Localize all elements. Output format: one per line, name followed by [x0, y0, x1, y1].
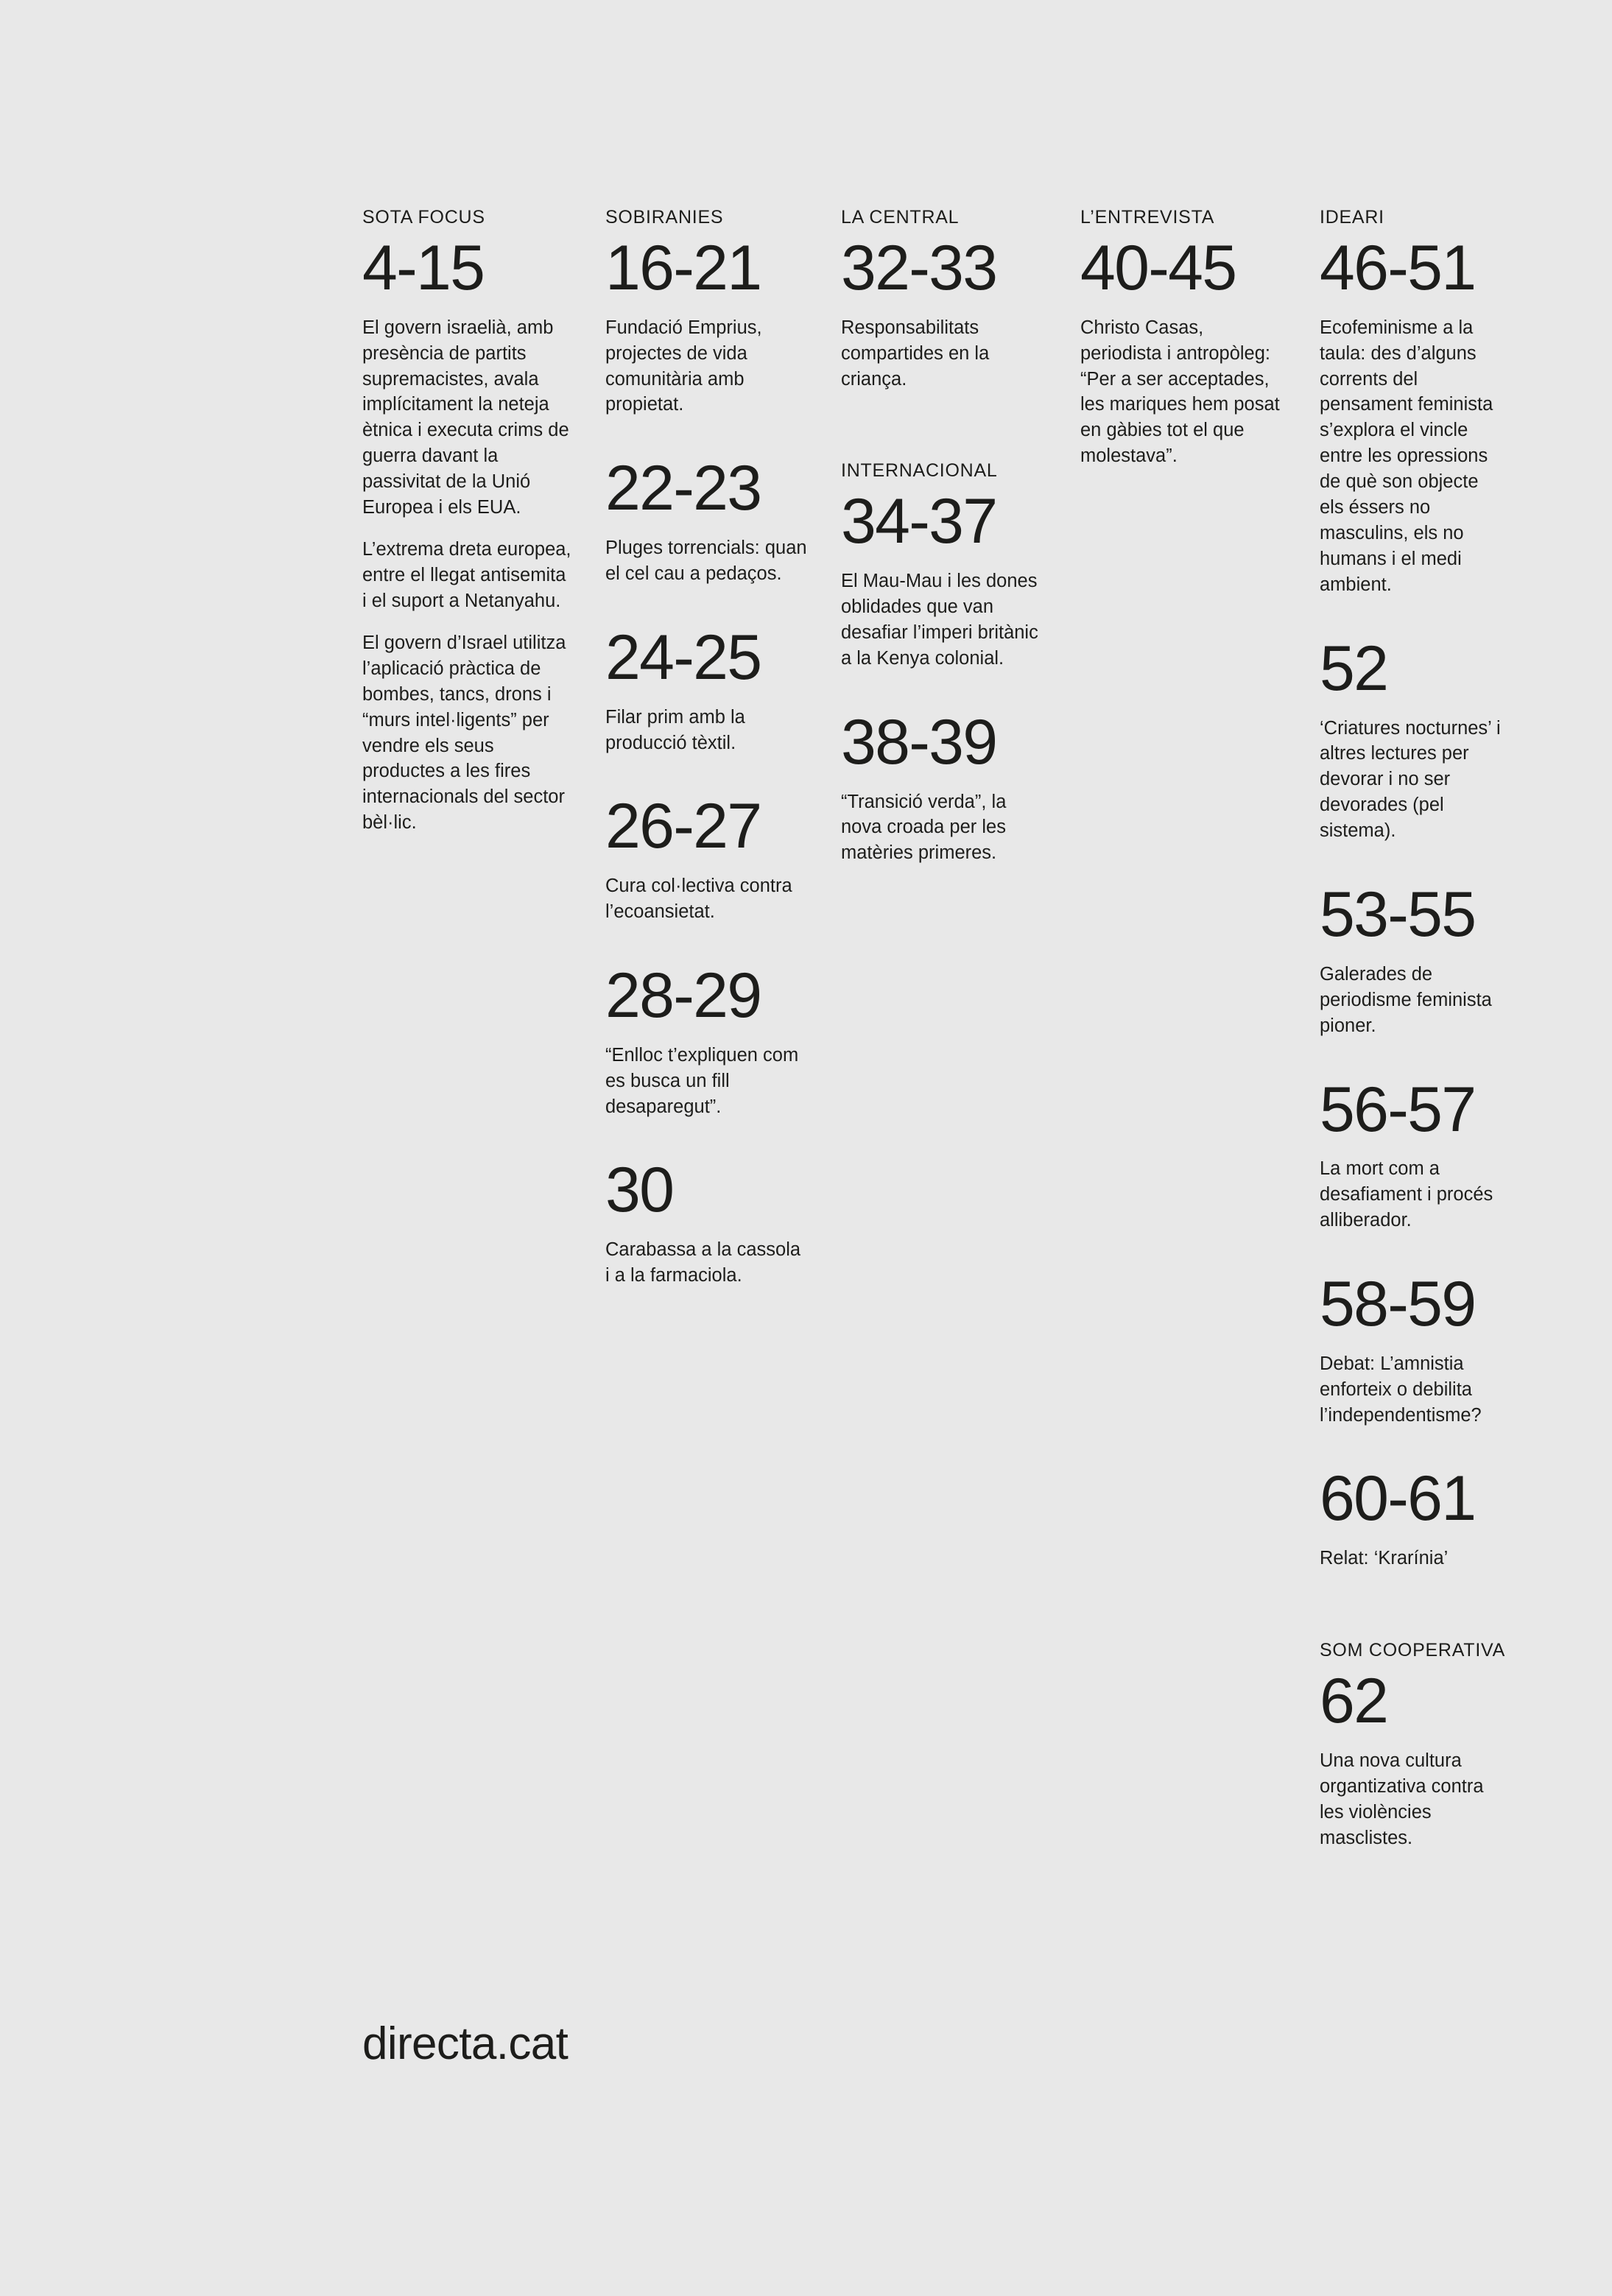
page-range: 24-25	[605, 621, 761, 693]
column-sota-focus	[362, 206, 605, 836]
page-range: 46-51	[1320, 233, 1476, 303]
section-label: IDEARI	[1320, 207, 1384, 228]
entry-description: Cura col·lectiva contra l’ecoansietat.	[605, 876, 792, 923]
page-range: 38-39	[841, 706, 997, 778]
index-entry	[1080, 233, 1286, 469]
section-label: L’ENTREVISTA	[1080, 207, 1215, 228]
index-entry	[1320, 1666, 1507, 1850]
page-range: 58-59	[1320, 1269, 1476, 1340]
entry-description: Relat: ‘Krarínia’	[1320, 1548, 1449, 1569]
section-label: SOBIRANIES	[605, 207, 724, 228]
index-entry	[1320, 633, 1507, 844]
index-columns	[362, 206, 1541, 1850]
section-label: LA CENTRAL	[841, 207, 960, 228]
index-entry	[605, 621, 807, 756]
page-range: 60-61	[1320, 1463, 1476, 1535]
section-label: INTERNACIONAL	[841, 460, 998, 482]
page-range: 4-15	[362, 233, 485, 303]
index-entry	[841, 233, 1046, 392]
entry-description: Una nova cultura organtizativa contra les violències masclistes.	[1320, 1750, 1484, 1848]
index-entry	[605, 233, 807, 418]
index-entry	[841, 706, 1046, 866]
entry-description: Ecofeminisme a la taula: des d’alguns corrents del pensament feminista s’explora el vincle entre les opressions de què son objecte els éssers no masculins, els no humans i el medi ambient.	[1320, 317, 1493, 595]
entry-description: El govern israelià, amb presència de partits supremacistes, avala implícitament la neteja ètnica i executa crims de guerra davant la passivitat de la Unió Europea i els EUA.	[362, 317, 569, 518]
index-entry	[605, 791, 807, 925]
index-entry	[1320, 233, 1507, 598]
entry-description: Pluges torrencials: quan el cel cau a pedaços.	[605, 538, 807, 584]
index-entry	[605, 1155, 807, 1289]
entry-description: “Enlloc t’expliquen com es busca un fill desaparegut”.	[605, 1044, 799, 1117]
index-entry	[362, 233, 571, 836]
entry-description: ‘Criatures nocturnes’ i altres lectures per devorar i no ser devorades (pel sistema).	[1320, 717, 1501, 842]
page-range: 22-23	[605, 453, 761, 524]
entry-description: Filar prim amb la producció tèxtil.	[605, 706, 745, 753]
column-sobiranies	[605, 206, 841, 1289]
index-entry	[1320, 1463, 1507, 1571]
page-range: 53-55	[1320, 879, 1476, 951]
entry-description: Carabassa a la cassola i a la farmaciola.	[605, 1239, 801, 1286]
page-range: 32-33	[841, 233, 997, 303]
page-range: 28-29	[605, 959, 761, 1031]
column-ideari	[1320, 206, 1541, 1850]
page-range: 52	[1320, 633, 1388, 704]
entry-description: Galerades de periodisme feminista pioner.	[1320, 963, 1492, 1036]
page-range: 16-21	[605, 233, 761, 303]
entry-description: Responsabilitats compartides en la criança.	[841, 317, 990, 390]
page-range: 26-27	[605, 791, 761, 862]
index-entry	[1320, 1074, 1507, 1233]
entry-description: L’extrema dreta europea, entre el llegat antisemita i el suport a Netanyahu.	[362, 539, 571, 611]
column-entrevista	[1080, 206, 1320, 469]
page-range: 56-57	[1320, 1074, 1476, 1145]
index-entry	[605, 959, 807, 1119]
section-label: SOM COOPERATIVA	[1320, 1640, 1506, 1661]
page-range: 62	[1320, 1666, 1388, 1737]
brand-wordmark: directa.cat	[362, 2018, 569, 2069]
entry-description: Christo Casas, periodista i antropòleg: “Per a ser acceptades, les mariques hem posat en gàbies tot el que molestava”.	[1080, 317, 1280, 467]
page-range: 30	[605, 1155, 674, 1226]
entry-description: “Transició verda”, la nova croada per les matèries primeres.	[841, 791, 1007, 864]
entry-description: El Mau-Mau i les dones oblidades que van desafiar l’imperi britànic a la Kenya colonial.	[841, 571, 1038, 669]
index-entry	[1320, 879, 1507, 1038]
index-entry	[605, 453, 807, 587]
page-range: 34-37	[841, 486, 997, 557]
index-entry	[841, 486, 1046, 671]
section-label: SOTA FOCUS	[362, 207, 485, 228]
entry-description: El govern d’Israel utilitza l’aplicació pràctica de bombes, tancs, drons i “murs intel·ligents” per vendre els seus productes a les fires internacionals del sector bèl·lic.	[362, 632, 566, 834]
index-entry	[1320, 1269, 1507, 1428]
page-range: 40-45	[1080, 233, 1236, 303]
entry-description: La mort com a desafiament i procés alliberador.	[1320, 1158, 1493, 1231]
entry-description: Fundació Emprius, projectes de vida comunitària amb propietat.	[605, 317, 762, 415]
column-la-central	[841, 206, 1080, 866]
entry-description: Debat: L’amnistia enforteix o debilita l’independentisme?	[1320, 1353, 1482, 1426]
